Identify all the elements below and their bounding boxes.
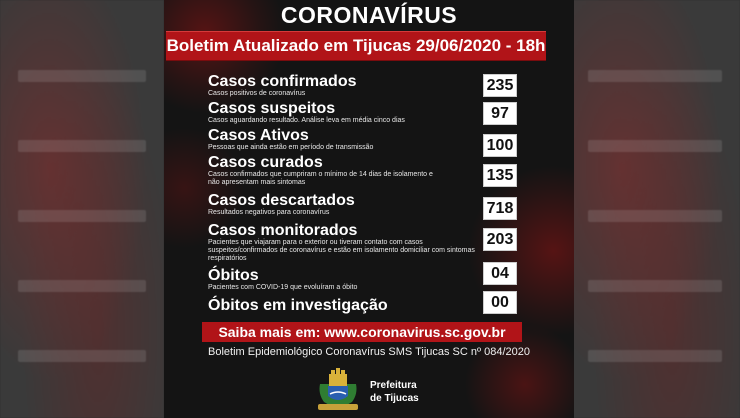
prefeitura-line2: de Tijucas [370, 393, 419, 404]
stat-label: Casos curados [208, 154, 323, 171]
stat-deaths [208, 267, 478, 292]
stat-label: Casos confirmados [208, 73, 357, 90]
stat-value-deaths: 04 [483, 262, 517, 285]
more-info-link[interactable]: Saiba mais em: www.coronavirus.sc.gov.br [202, 322, 522, 342]
stat-discarded [208, 192, 478, 217]
blurred-background-left [0, 0, 164, 418]
stat-label: Óbitos [208, 267, 259, 284]
update-ribbon: Boletim Atualizado em Tijucas 29/06/2020 - 18h [166, 31, 546, 61]
prefeitura-label [370, 379, 419, 405]
stat-description: Pacientes com COVID-19 que evoluíram a óbito [208, 284, 358, 291]
stat-description: Resultados negativos para coronavírus [208, 209, 330, 216]
stat-label: Casos suspeitos [208, 100, 336, 117]
bulletin-footer: Boletim Epidemiológico Coronavírus SMS Tijucas SC nº 084/2020 [208, 346, 530, 358]
stat-description: Casos aguardando resultado. Análise leva em média cinco dias [208, 117, 405, 124]
stat-description: Pessoas que ainda estão em período de transmissão [208, 144, 374, 151]
stat-deaths-under-investigation [208, 297, 478, 314]
poster-title: CORONAVÍRUS [280, 2, 458, 28]
stat-value-recovered: 135 [483, 164, 517, 187]
stat-value-active: 100 [483, 134, 517, 157]
stat-suspected [208, 100, 478, 125]
stat-description: Pacientes que viajaram para o exterior ou tiveram contato com casos suspeitos/confirmados de coronavírus e estão em isolamento domiciliar com sintomas respiratórios [208, 239, 475, 262]
stat-active [208, 127, 478, 152]
stat-label: Casos monitorados [208, 222, 358, 239]
municipal-crest-icon [314, 364, 362, 414]
stat-value-deaths-under-investigation: 00 [483, 291, 517, 314]
stat-label: Casos Ativos [208, 127, 309, 144]
blurred-background-right [570, 0, 740, 418]
prefeitura-line1: Prefeitura [370, 380, 417, 391]
stat-value-monitored: 203 [483, 228, 517, 251]
stat-description: Casos positivos de coronavírus [208, 90, 306, 97]
stat-description: Casos confirmados que cumpriram o mínimo de 14 dias de isolamento e não apresentam mais sintomas [208, 171, 433, 186]
stat-value-suspected: 97 [483, 102, 517, 125]
covid-bulletin-poster [164, 0, 574, 418]
stat-recovered [208, 154, 478, 187]
stat-monitored [208, 222, 478, 263]
stat-label: Casos descartados [208, 192, 355, 209]
stat-value-confirmed: 235 [483, 74, 517, 97]
stat-value-discarded: 718 [483, 197, 517, 220]
stat-label: Óbitos em investigação [208, 297, 388, 314]
stat-confirmed [208, 73, 478, 98]
